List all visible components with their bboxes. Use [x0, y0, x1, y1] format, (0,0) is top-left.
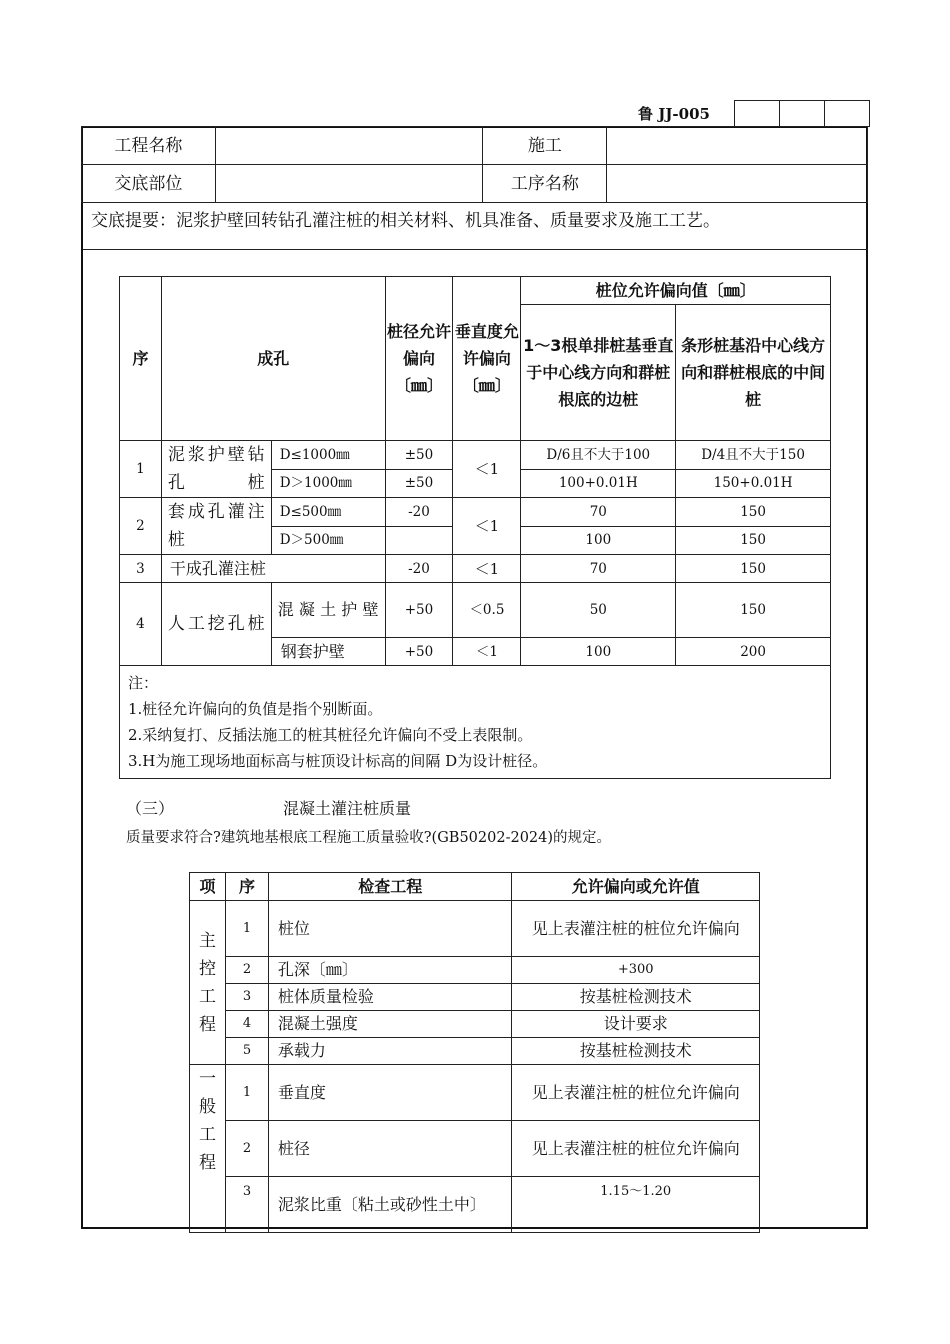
part-label: 交底部位 — [82, 165, 216, 203]
row3-diam: -20 — [385, 555, 453, 583]
main-seq: 5 — [225, 1038, 268, 1065]
main-seq: 1 — [225, 901, 268, 957]
form-code: 鲁 JJ-005 — [638, 105, 710, 123]
general-allowance: 见上表灌注桩的桩位允许偏向 — [512, 1065, 760, 1121]
header-table — [81, 126, 868, 203]
project-name-field[interactable] — [215, 127, 483, 165]
row2-diam-a: -20 — [385, 498, 453, 527]
general-seq: 2 — [225, 1121, 268, 1177]
section-title: 混凝土灌注桩质量 — [283, 799, 412, 818]
row4-seq: 4 — [120, 583, 162, 666]
row4-pos1-a: 50 — [521, 583, 676, 638]
row1-pos2-a: D/4且不大于150 — [676, 441, 831, 470]
notes-title: 注： — [128, 674, 159, 692]
summary-text: 交底提要：泥浆护壁回转钻孔灌注桩的相关材料、机具准备、质量要求及施工工艺。 — [91, 211, 720, 231]
row1-seq: 1 — [120, 441, 162, 498]
row2-diam-b — [385, 526, 453, 555]
code-box-3[interactable] — [825, 101, 870, 127]
main-allowance: 按基桩检测技术 — [512, 1038, 760, 1065]
main-check: 孔深〔㎜〕 — [268, 957, 512, 984]
main-check: 桩位 — [268, 901, 512, 957]
general-seq: 3 — [225, 1177, 268, 1233]
header-position-edge: 1～3根单排桩基垂直于中心线方向和群桩根底的边桩 — [521, 305, 676, 441]
row4-pos2-b: 200 — [676, 638, 831, 666]
row2-pos2-b: 150 — [676, 526, 831, 555]
general-allowance: 见上表灌注桩的桩位允许偏向 — [512, 1121, 760, 1177]
row2-vertical: ＜1 — [453, 498, 521, 555]
project-name-label: 工程名称 — [82, 127, 216, 165]
note-2: 2.采纳复打、反插法施工的桩其桩径允许偏向不受上表限制。 — [128, 726, 533, 744]
row2-pos1-b: 100 — [521, 526, 676, 555]
quality-requirement-text: 质量要求符合?建筑地基根底工程施工质量验收?(GB50202-2024)的规定。 — [126, 830, 612, 846]
row2-pos1-a: 70 — [521, 498, 676, 527]
row3-vertical: ＜1 — [453, 555, 521, 583]
general-seq: 1 — [225, 1065, 268, 1121]
row2-cond-b: D＞500㎜ — [271, 526, 385, 555]
row1-cond-a: D≤1000㎜ — [271, 441, 385, 470]
row1-name: 泥浆护壁钻孔桩 — [161, 441, 271, 498]
header-seq: 序 — [225, 873, 268, 901]
main-allowance: 见上表灌注桩的桩位允许偏向 — [512, 901, 760, 957]
process-label: 工序名称 — [483, 165, 607, 203]
row2-name: 套成孔灌注桩 — [161, 498, 271, 555]
group-general: 一般工程 — [190, 1065, 226, 1233]
row3-pos1: 70 — [521, 555, 676, 583]
row3-pos2: 150 — [676, 555, 831, 583]
row1-diam-b: ±50 — [385, 469, 453, 498]
header-position-tol: 桩位允许偏向值〔㎜〕 — [521, 277, 831, 305]
row4-pos1-b: 100 — [521, 638, 676, 666]
row4-cond-a: 混凝土护壁 — [271, 583, 385, 638]
main-check: 桩体质量检验 — [268, 984, 512, 1011]
group-main-control: 主控工程 — [190, 901, 226, 1065]
note-1: 1.桩径允许偏向的负值是指个别断面。 — [128, 700, 383, 718]
code-box-1[interactable] — [735, 101, 780, 127]
header-check: 检查工程 — [268, 873, 512, 901]
main-seq: 3 — [225, 984, 268, 1011]
row1-pos1-b: 100+0.01H — [521, 469, 676, 498]
row2-seq: 2 — [120, 498, 162, 555]
main-seq: 2 — [225, 957, 268, 984]
construction-field[interactable] — [607, 127, 868, 165]
main-allowance: +300 — [512, 957, 760, 984]
row4-vertical-b: ＜1 — [453, 638, 521, 666]
main-seq: 4 — [225, 1011, 268, 1038]
header-position-middle: 条形桩基沿中心线方向和群桩根底的中间桩 — [676, 305, 831, 441]
row4-pos2-a: 150 — [676, 583, 831, 638]
row3-seq: 3 — [120, 555, 162, 583]
main-check: 混凝土强度 — [268, 1011, 512, 1038]
general-check: 垂直度 — [268, 1065, 512, 1121]
process-field[interactable] — [607, 165, 868, 203]
header-vertical-tol: 垂直度允许偏向〔㎜〕 — [453, 277, 521, 441]
note-3: 3.H为施工现场地面标高与桩顶设计标高的间隔 D为设计桩径。 — [128, 752, 548, 770]
main-check: 承载力 — [268, 1038, 512, 1065]
header-item: 项 — [190, 873, 226, 901]
row2-pos2-a: 150 — [676, 498, 831, 527]
general-check: 泥浆比重〔粘土或砂性土中〕 — [268, 1177, 512, 1233]
row2-cond-a: D≤500㎜ — [271, 498, 385, 527]
row4-diam-a: +50 — [385, 583, 453, 638]
row1-pos1-a: D/6且不大于100 — [521, 441, 676, 470]
section-number: （三） — [126, 799, 175, 818]
header-diameter-tol: 桩径允许偏向〔㎜〕 — [385, 277, 453, 441]
row1-diam-a: ±50 — [385, 441, 453, 470]
main-allowance: 设计要求 — [512, 1011, 760, 1038]
quality-check-table — [189, 872, 760, 1233]
code-box-2[interactable] — [780, 101, 825, 127]
header-seq: 序 — [120, 277, 162, 441]
row4-cond-b: 钢套护壁 — [271, 638, 385, 666]
pile-deviation-table — [119, 276, 831, 779]
main-allowance: 按基桩检测技术 — [512, 984, 760, 1011]
row1-vertical: ＜1 — [453, 441, 521, 498]
construction-label: 施工 — [483, 127, 607, 165]
row1-pos2-b: 150+0.01H — [676, 469, 831, 498]
code-boxes — [734, 100, 870, 127]
header-allowance: 允许偏向或允许值 — [512, 873, 760, 901]
part-field[interactable] — [215, 165, 483, 203]
header-hole: 成孔 — [161, 277, 385, 441]
row4-diam-b: +50 — [385, 638, 453, 666]
row4-name: 人工挖孔桩 — [161, 583, 271, 666]
general-allowance: 1.15～1.20 — [512, 1177, 760, 1233]
row4-vertical-a: ＜0.5 — [453, 583, 521, 638]
general-check: 桩径 — [268, 1121, 512, 1177]
row3-name: 干成孔灌注桩 — [161, 555, 385, 583]
notes-cell — [120, 666, 831, 779]
summary-divider — [83, 249, 868, 250]
row1-cond-b: D＞1000㎜ — [271, 469, 385, 498]
